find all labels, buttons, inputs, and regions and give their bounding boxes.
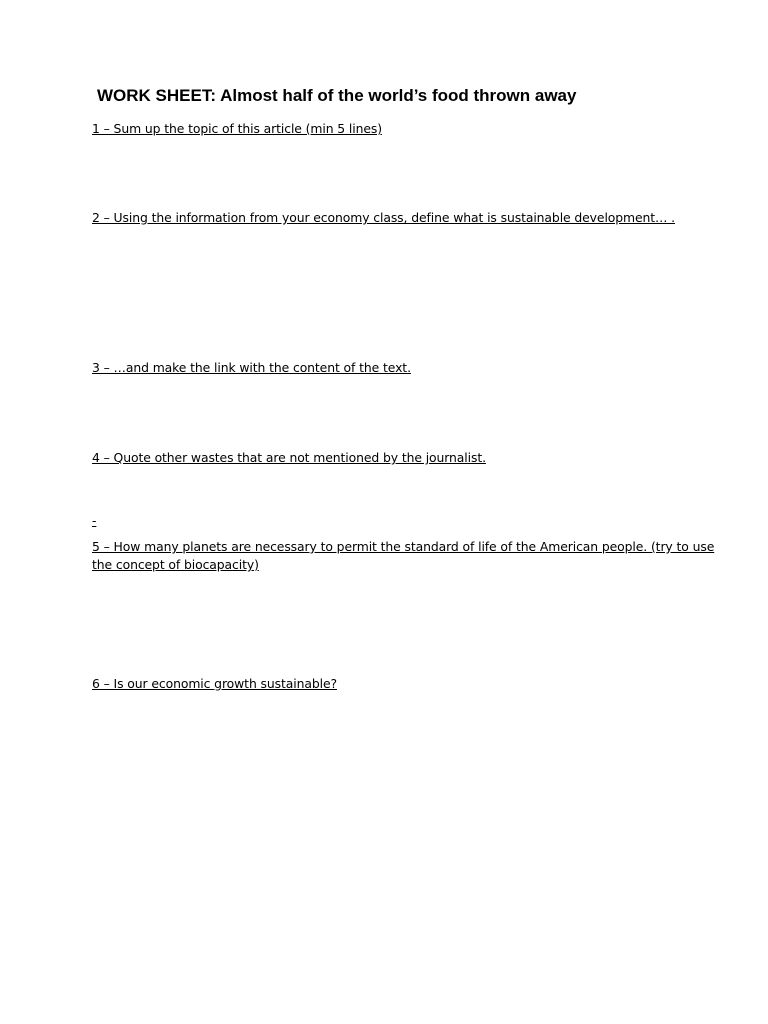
question-6: 6 – Is our economic growth sustainable? — [92, 676, 337, 691]
stray-dash: - — [92, 513, 97, 528]
question-1: 1 – Sum up the topic of this article (min 5 lines) — [92, 121, 382, 136]
question-5: 5 – How many planets are necessary to permit the standard of life of the American people. (try to use the concept of biocapacity) — [92, 539, 715, 572]
question-3: 3 – …and make the link with the content of the text. — [92, 360, 411, 375]
worksheet-title: WORK SHEET: Almost half of the world’s food thrown away — [97, 86, 577, 105]
question-4: 4 – Quote other wastes that are not mentioned by the journalist. — [92, 450, 486, 465]
question-2: 2 – Using the information from your economy class, define what is sustainable development… . — [92, 210, 676, 225]
